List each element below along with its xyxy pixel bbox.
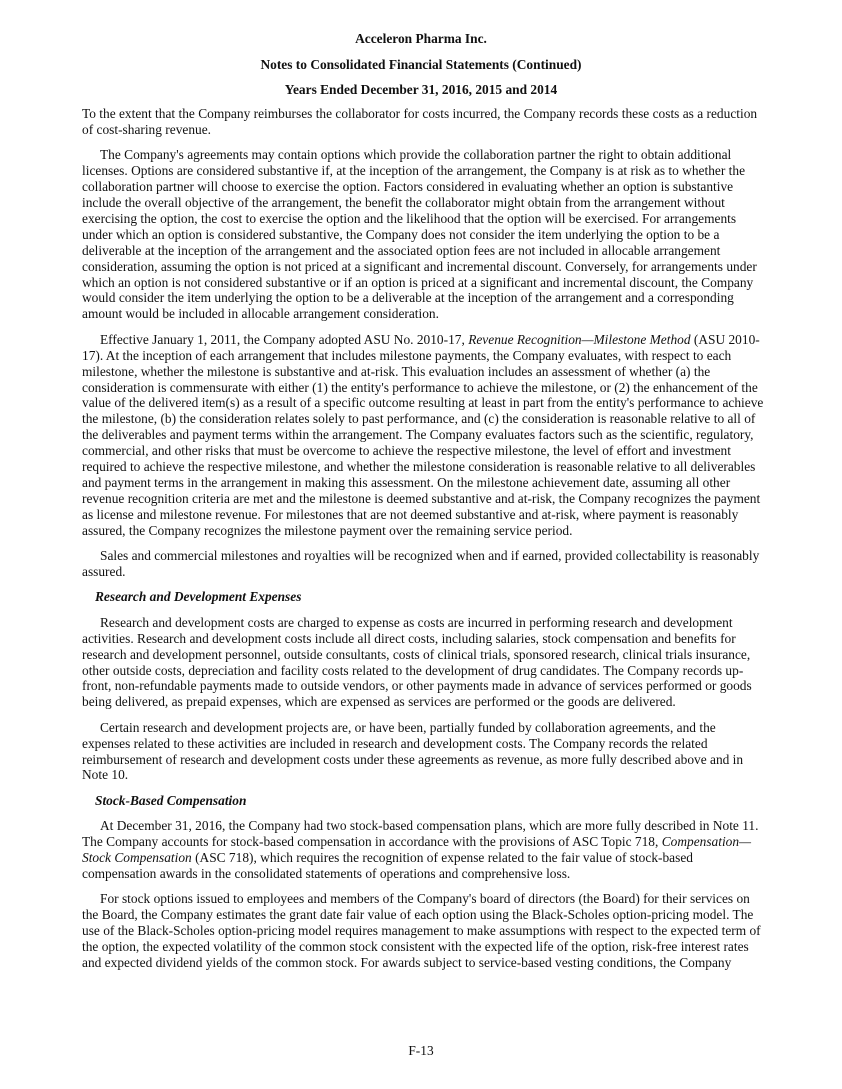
milestone-standard-title: Revenue Recognition—Milestone Method <box>468 331 691 347</box>
paragraph-rd-funding: Certain research and development projects are, or have been, partially funded by collaboration agreements, and the expenses related to these activities are included in research and development costs. The Company records the related reimbursement of research and development costs under these agreements as revenue, as more fully described above and in Note 10. <box>82 719 744 783</box>
plans-text-start: At December 31, 2016, the Company had two stock-based compensation plans, which are more fully described in Note 11. The Company accounts for stock-based compensation in accordance with the provisions of ASC Topic 718, <box>82 818 759 850</box>
period-title: Years Ended December 31, 2016, 2015 and 2014 <box>284 82 558 97</box>
paragraph-rd-costs: Research and development costs are charged to expense as costs are incurred in performing research and development activities. Research and development costs include all direct costs, including salaries, stock compensation and benefits for research and development personnel, outside consultants, costs of clinical trials, sponsored research, clinical trials insurance, other outside costs, depreciation and facility costs related to the development of drug candidates. The Company records up-front, non-refundable payments made to outside vendors, or other payments made in advance of services performed or goods being delivered, as prepaid expenses, which are expensed as services are performed or the goods are delivered. <box>82 614 752 710</box>
statement-title: Notes to Consolidated Financial Statements (Continued) <box>260 57 582 72</box>
paragraph-cost-sharing: To the extent that the Company reimburses the collaborator for costs incurred, the Company records these costs as a reduction of cost-sharing revenue. <box>82 106 758 137</box>
paragraph-compensation-plans <box>82 818 766 882</box>
paragraph-black-scholes: For stock options issued to employees and members of the Company's board of directors (the Board) for their services on the Board, the Company estimates the grant date fair value of each option using the Black-Scholes option-pricing model. The use of the Black-Scholes option-pricing model requires management to make assumptions with respect to the expected term of the option, the expected volatility of the common stock consistent with the expected life of the option, risk-free interest rates and expected dividend yields of the common stock. For awards subject to service-based vesting conditions, the Company <box>82 891 761 970</box>
plans-text-rest: (ASC 718), which requires the recognition of expense related to the fair value of stock-based compensation awards in the consolidated statements of operations and comprehensive loss. <box>82 850 693 881</box>
heading-stock-compensation: Stock-Based Compensation <box>95 792 247 808</box>
paragraph-options: The Company's agreements may contain options which provide the collaboration partner the right to obtain additional licenses. Options are considered substantive if, at the inception of the arrangement, the Company is at risk as to whether the collaboration partner will choose to exercise the option. Factors considered in evaluating whether an option is substantive include the overall objective of the arrangement, the benefit the collaborator might obtain from the arrangement without exercising the option, the cost to exercise the option and the likelihood that the option will be exercised. For arrangements under which an option is considered substantive, the Company does not consider the item underlying the option to be a deliverable at the inception of the arrangement and the associated option fees are not included in allocable arrangement consideration, assuming the option is not priced at a significant and incremental discount. Conversely, for arrangements under which an option is not considered substantive or if an option is priced at a significant and incremental discount, the Company would consider the item underlying the option to be a deliverable at the inception of the arrangement and a corresponding amount would be included in allocable arrangement consideration. <box>82 147 757 322</box>
heading-research-development: Research and Development Expenses <box>95 589 302 605</box>
paragraph-milestone-method <box>82 332 766 539</box>
body-text <box>82 106 766 980</box>
milestone-text-rest: (ASU 2010-17). At the inception of each arrangement that includes milestone payments, the Company evaluates, with respect to each milestone, whether the milestone is substantive and at-risk. This evaluation includes an assessment of whether (a) the consideration is commensurate with either (1) the entity's performance to achieve the milestone, or (2) the enhancement of the value of the delivered item(s) as a result of a specific outcome resulting at least in part from the entity's performance to achieve the milestone, (b) the consideration relates solely to past performance, and (c) the consideration is reasonable relative to all of the deliverables and payment terms within the arrangement. The Company evaluates factors such as the scientific, regulatory, commercial, and other risks that must be overcome to achieve the respective milestone, the level of effort and investment required to achieve the respective milestone, and whether the milestone consideration is reasonable relative to all deliverables and payment terms in the arrangement in making this assessment. On the milestone achievement date, assuming all other revenue recognition criteria are met and the milestone is deemed substantive and at-risk, the Company recognizes the payment as license and milestone revenue. For milestones that are not deemed substantive and at-risk, where payment is reasonably assured, the Company recognizes the milestone payment over the remaining service period. <box>82 331 764 538</box>
page-number: F-13 <box>408 1043 434 1058</box>
paragraph-royalties: Sales and commercial milestones and royalties will be recognized when and if earned, provided collectability is reasonably assured. <box>82 548 760 579</box>
milestone-text-start: Effective January 1, 2011, the Company adopted ASU No. 2010-17, <box>100 331 469 347</box>
company-name: Acceleron Pharma Inc. <box>355 31 487 46</box>
asc-718-title: Compensation—Stock Compensation <box>82 834 751 866</box>
